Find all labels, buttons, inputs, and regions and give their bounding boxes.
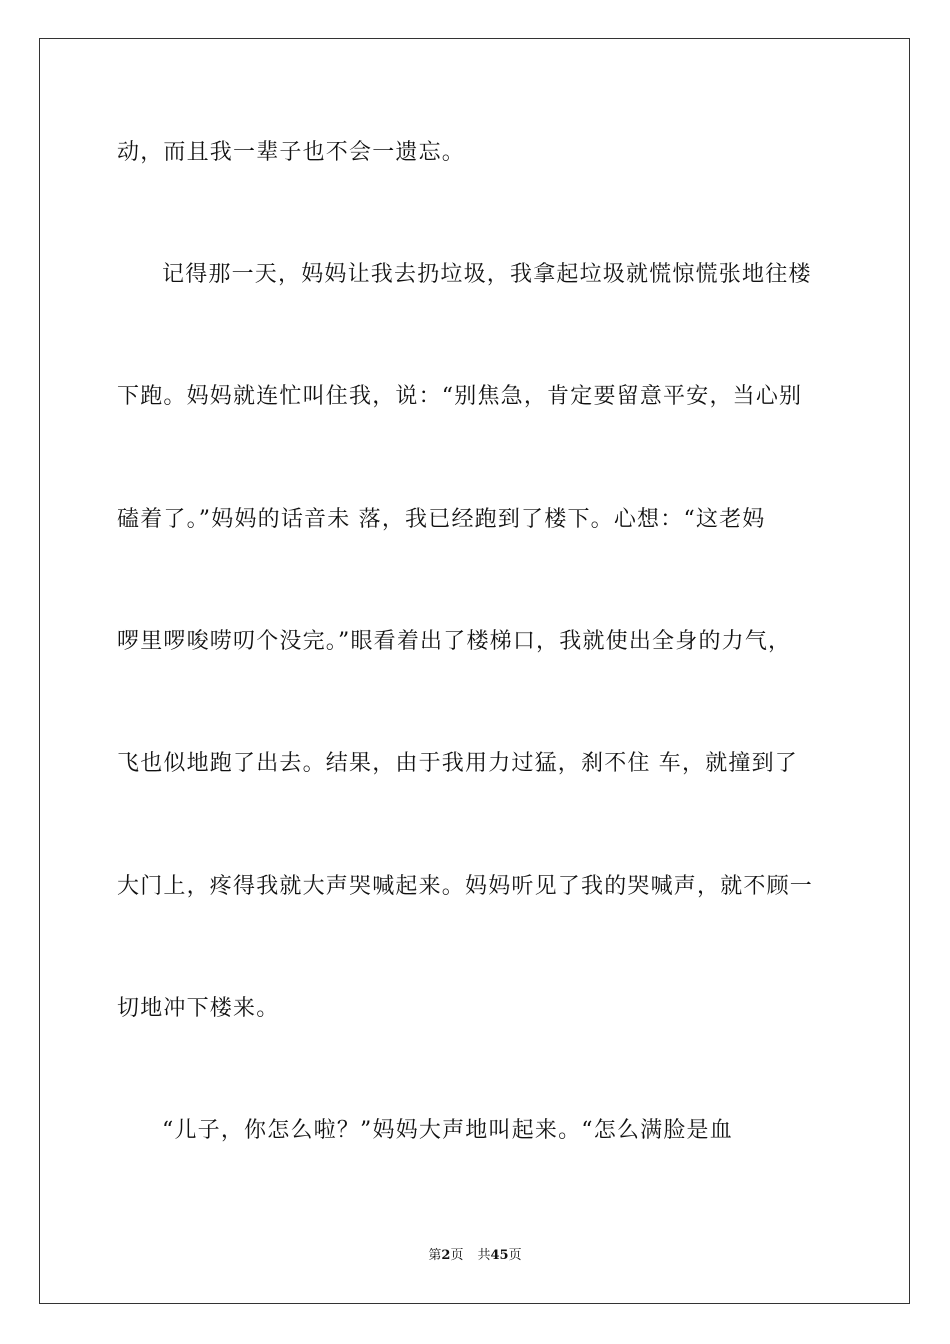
text-line-2: 记得那一天，妈妈让我去扔垃圾，我拿起垃圾就慌惊慌张地往楼: [162, 262, 812, 287]
footer-total-pages: 45: [490, 1248, 509, 1263]
text-line-1: 动，而且我一辈子也不会一遗忘。: [117, 140, 466, 165]
text-line-5: 啰里啰唆唠叨个没完。”眼看着出了楼梯口，我就使出全身的力气，: [117, 629, 792, 654]
page-footer: [0, 1247, 950, 1265]
footer-page-prefix: 第: [428, 1248, 442, 1263]
footer-page-suffix: 页: [450, 1248, 464, 1263]
text-line-9: “儿子，你怎么啦？”妈妈大声地叫起来。“怎么满脸是血: [162, 1118, 733, 1143]
footer-total-prefix: 共: [477, 1248, 491, 1263]
footer-total-suffix: 页: [508, 1248, 522, 1263]
page-border: [39, 38, 910, 1304]
text-line-8: 切地冲下楼来。: [117, 996, 280, 1021]
text-line-7: 大门上，疼得我就大声哭喊起来。妈妈听见了我的哭喊声，就不顾一: [117, 874, 814, 899]
text-line-4: 磕着了。”妈妈的话音未 落，我已经跑到了楼下。心想：“这老妈: [117, 507, 766, 532]
footer-page-number: 2: [441, 1248, 451, 1263]
text-line-3: 下跑。妈妈就连忙叫住我，说：“别焦急，肯定要留意平安，当心别: [117, 384, 803, 409]
text-line-6: 飞也似地跑了出去。结果，由于我用力过猛，刹不住 车，就撞到了: [117, 751, 798, 776]
